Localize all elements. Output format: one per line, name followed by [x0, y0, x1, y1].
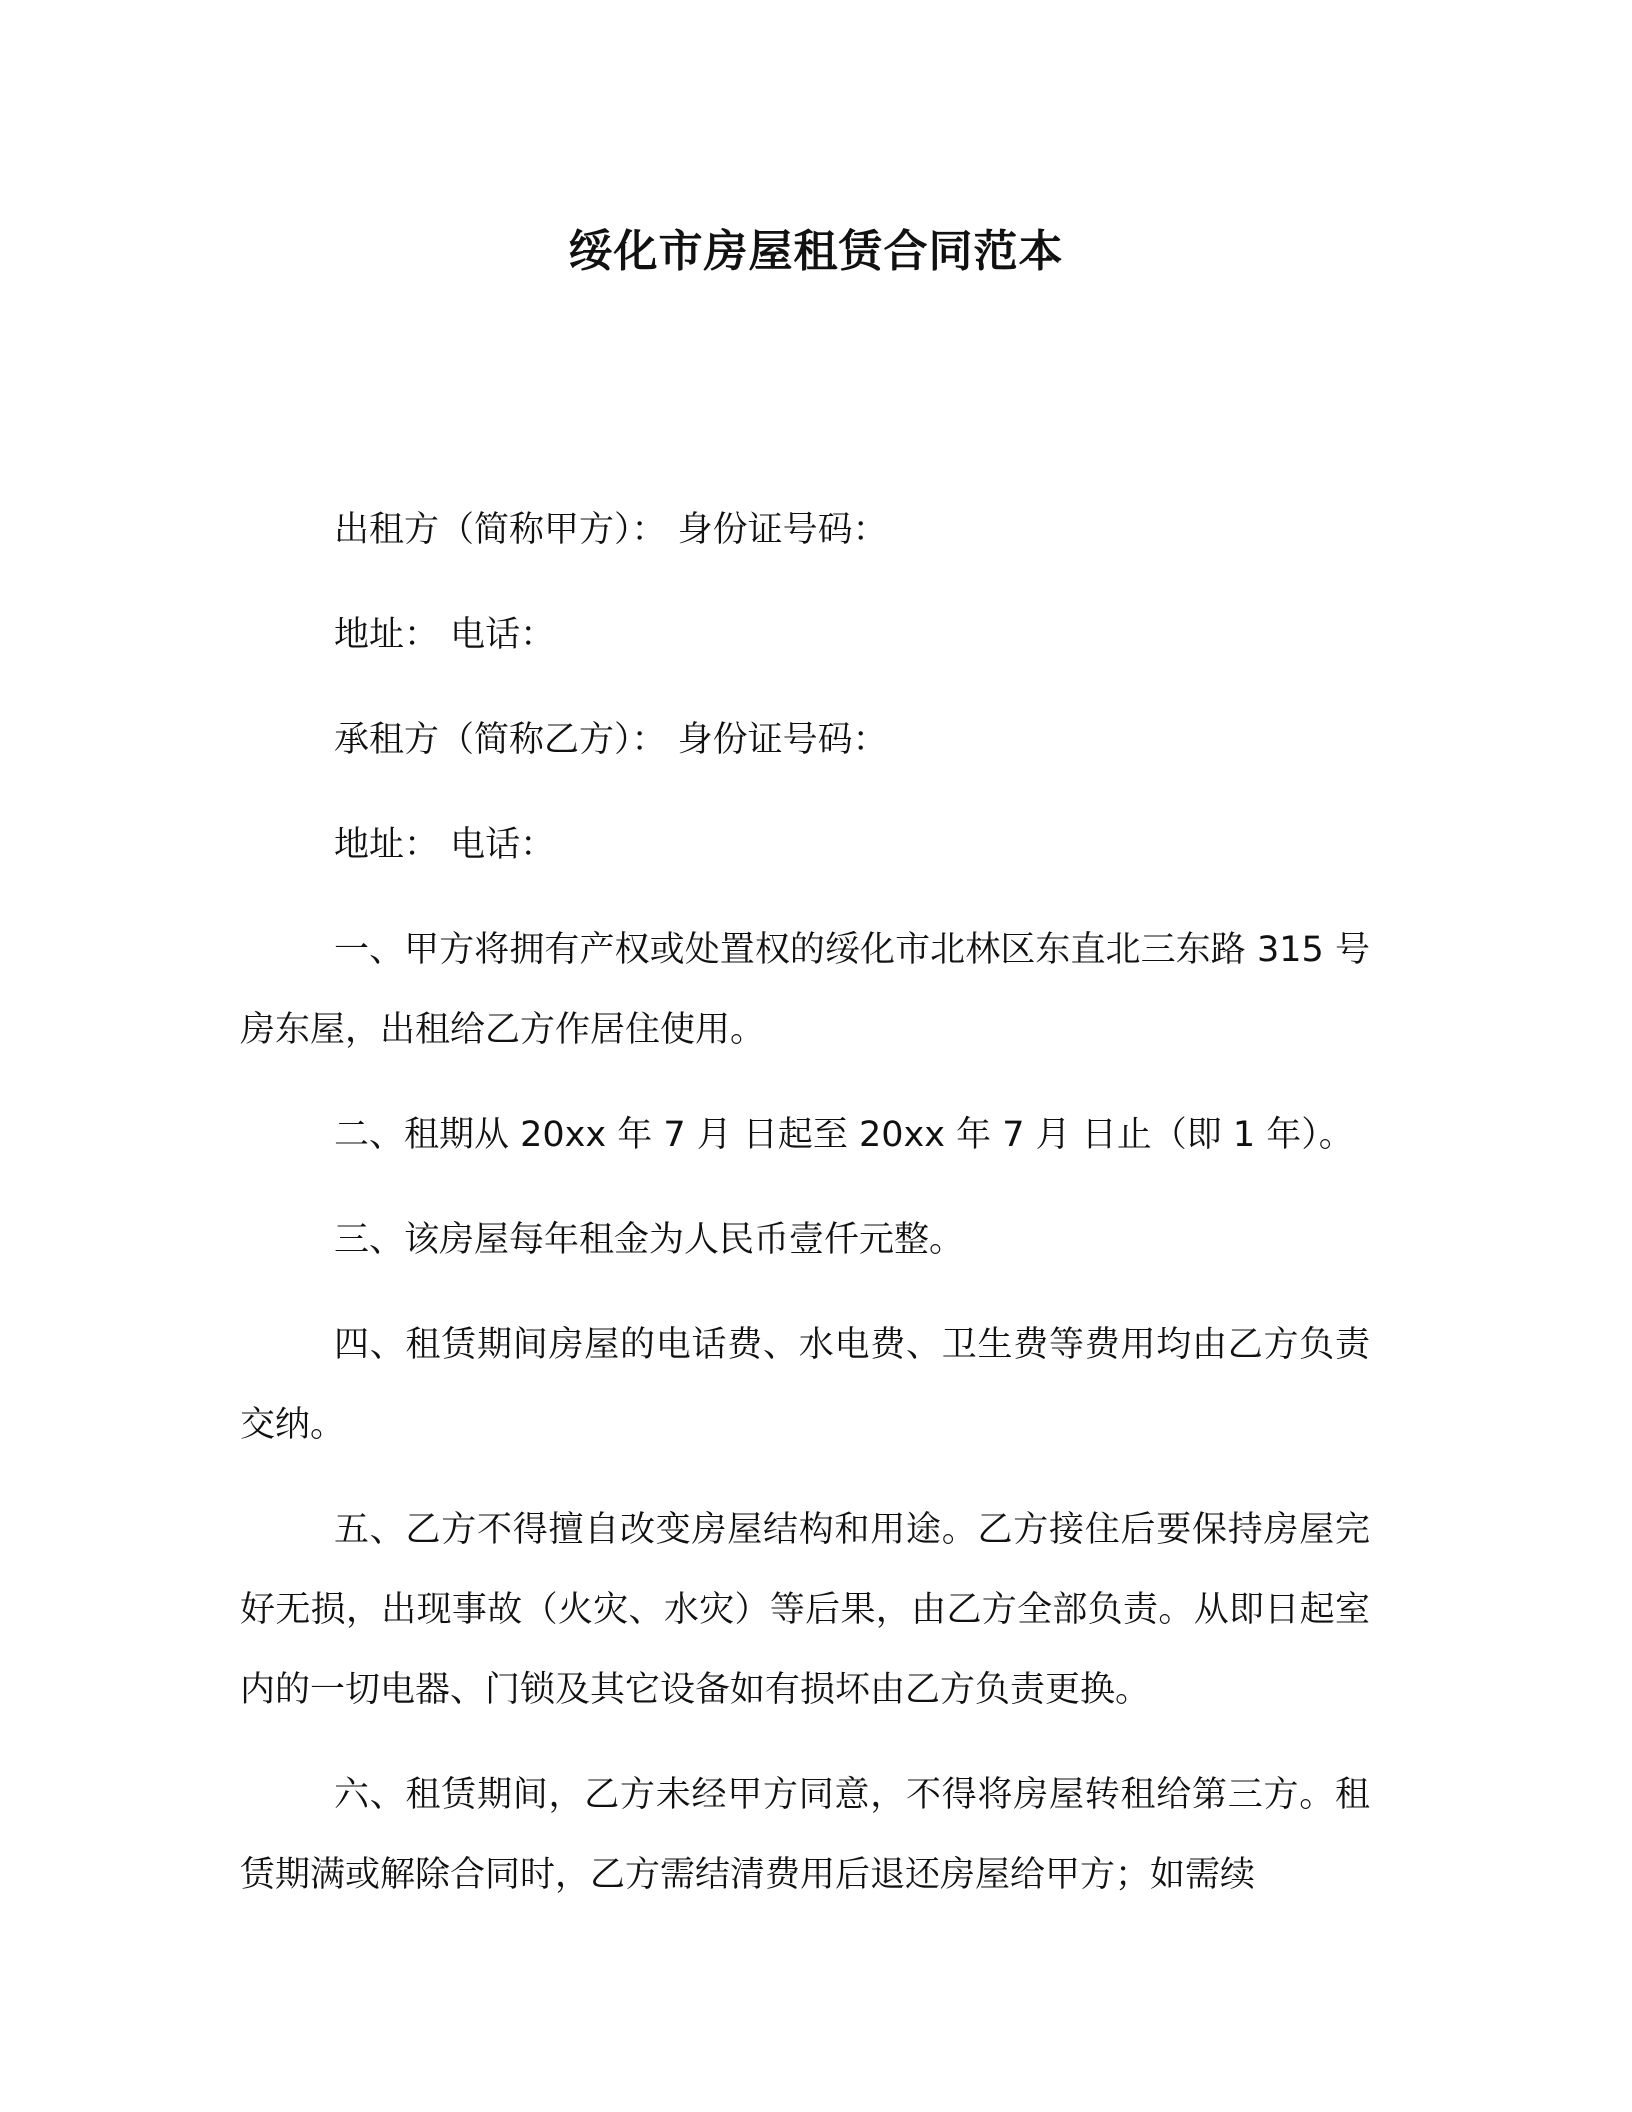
lessee-address-line: 地址： 电话：: [334, 825, 556, 865]
clause-3: 三、该房屋每年租金为人民币壹仟元整。: [334, 1220, 965, 1260]
document-title: 绥化市房屋租赁合同范本: [568, 226, 1064, 277]
clause-6: 六、租赁期间，乙方未经甲方同意，不得将房屋转租给第三方。租赁期满或解除合同时，乙方需结清费用后退还房屋给甲方；如需续: [240, 1775, 1370, 1895]
clause-1: 一、甲方将拥有产权或处置权的绥化市北林区东直北三东路 315 号房东屋，出租给乙方作居住使用。: [240, 930, 1370, 1050]
clause-2: 二、租期从 20xx 年 7 月 日起至 20xx 年 7 月 日止（即 1 年）。: [334, 1115, 1354, 1155]
clause-5: 五、乙方不得擅自改变房屋结构和用途。乙方接住后要保持房屋完好无损，出现事故（火灾、水灾）等后果，由乙方全部负责。从即日起室内的一切电器、门锁及其它设备如有损坏由乙方负责更换。: [240, 1510, 1370, 1710]
document-body: [240, 490, 1370, 1940]
lessor-line: 出租方（简称甲方）： 身份证号码：: [334, 510, 888, 550]
clause-4: 四、租赁期间房屋的电话费、水电费、卫生费等费用均由乙方负责交纳。: [240, 1325, 1370, 1445]
lessor-address-line: 地址： 电话：: [334, 615, 556, 655]
lessee-line: 承租方（简称乙方）： 身份证号码：: [334, 720, 888, 760]
